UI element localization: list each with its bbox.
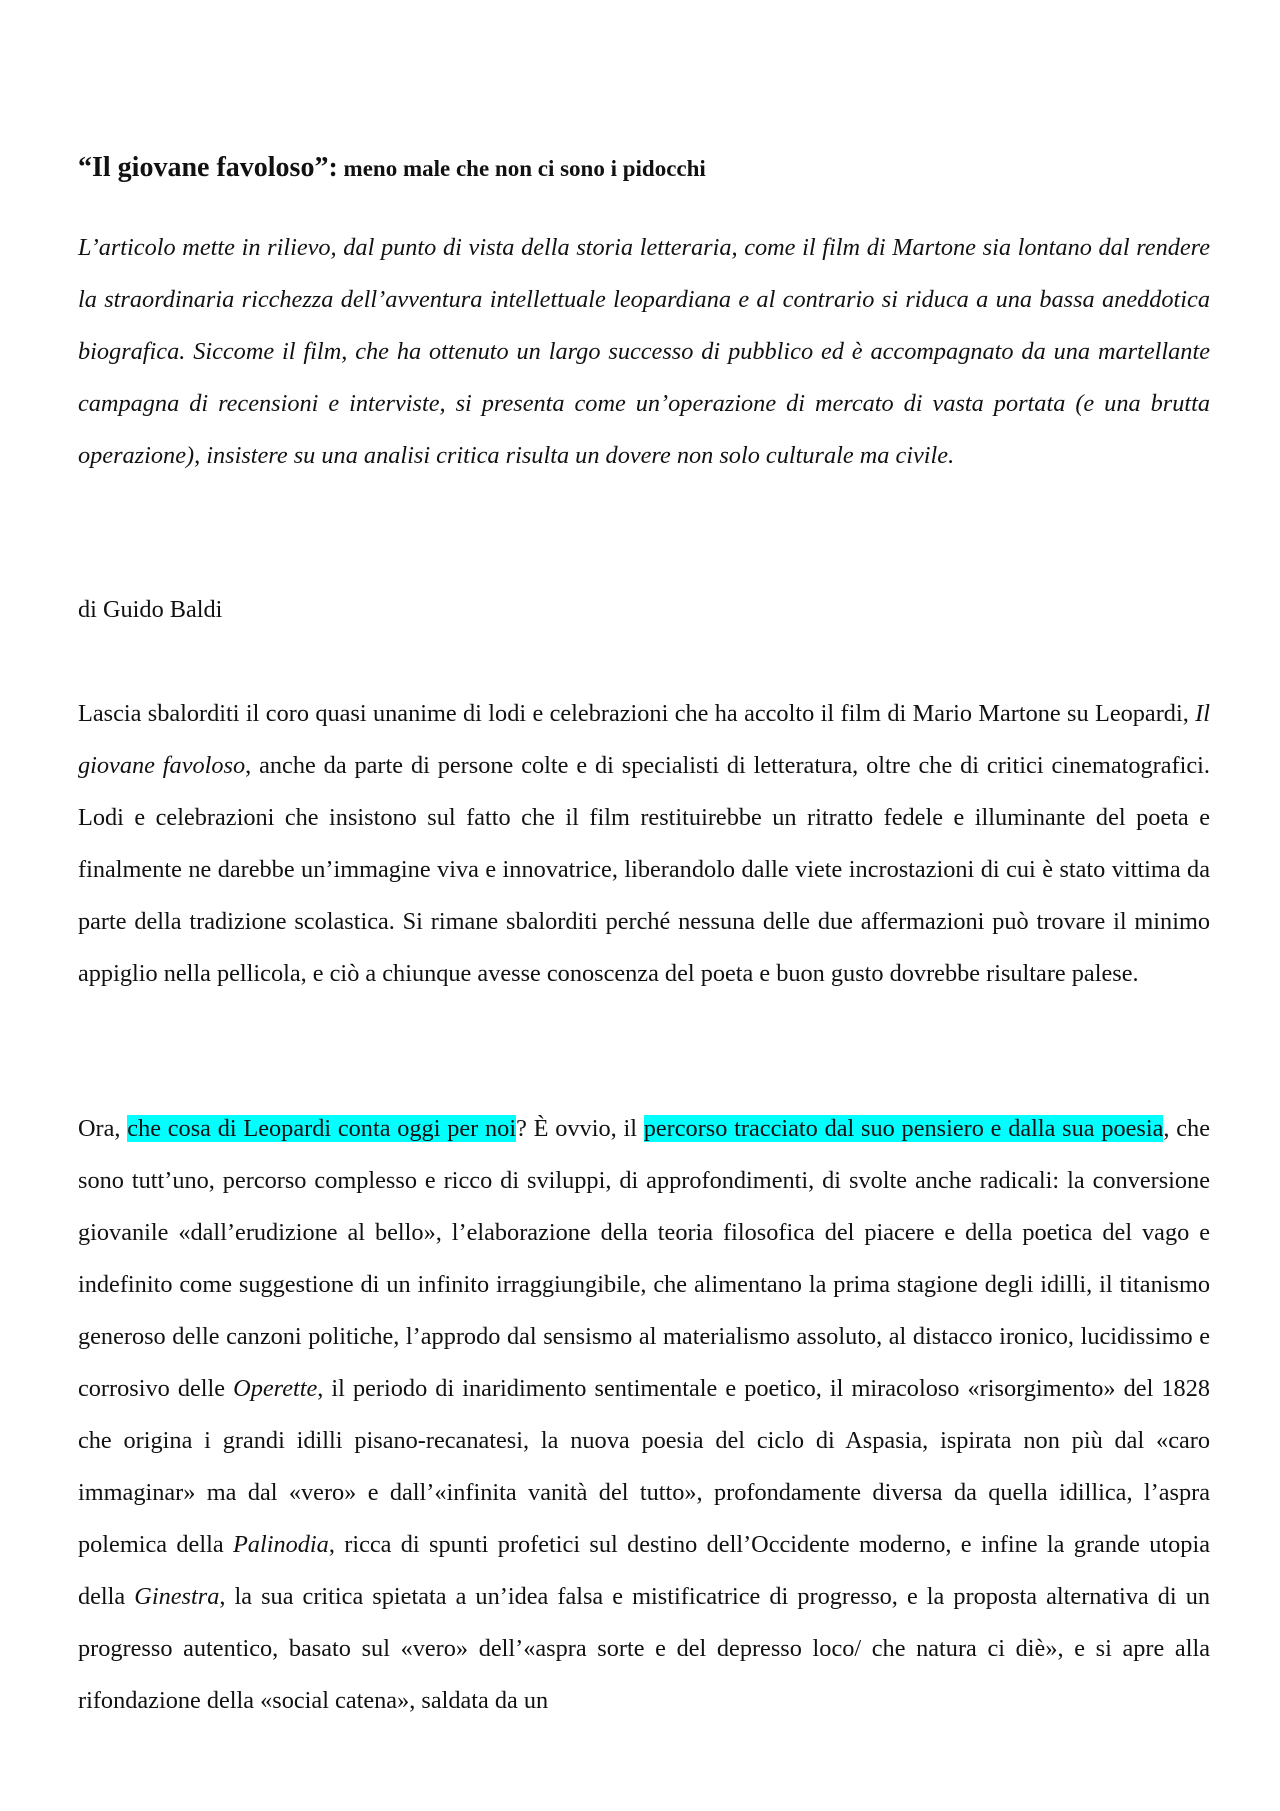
paragraph-text: , ricca di spunti profetici sul destino dell’Occidente moderno, e infine la grande utopia della [78, 1531, 1210, 1610]
paragraph-text: , anche da parte di persone colte e di specialisti di letteratura, oltre che di critici cinematografici. Lodi e celebrazioni che insistono sul fatto che il film restituirebbe un ritratto fedele e illuminante del poeta e finalmente ne darebbe un’immagine viva e innovatrice, liberandolo dalle viete incrostazioni di cui è stato vittima da parte della tradizione scolastica. Si rimane sbalorditi perché nessuna delle due affermazioni può trovare il minimo appiglio nella pellicola, e ciò a chiunque avesse conoscenza del poeta e buon gusto dovrebbe risultare palese. [78, 752, 1210, 987]
title-main: “Il giovane favoloso”: [78, 152, 338, 183]
body-paragraph-1 [78, 688, 1210, 1000]
paragraph-text: , il periodo di inaridimento sentimentale e poetico, il miracoloso «risorgimento» del 1828 che origina i grandi idilli pisano-recanatesi, la nuova poesia del ciclo di Aspasia, ispirata non più dal «caro immaginar» ma dal «vero» e dall’«infinita vanità del tutto», profondamente diversa da quella idillica, l’aspra polemica della [78, 1375, 1210, 1558]
work-title: Operette [233, 1375, 318, 1402]
paragraph-text: Ora, [78, 1115, 128, 1142]
highlighted-text: che cosa di Leopardi conta oggi per noi [127, 1115, 517, 1142]
title-subtitle: meno male che non ci sono i pidocchi [337, 156, 706, 181]
paragraph-text: , la sua critica spietata a un’idea falsa e mistificatrice di progresso, e la proposta alternativa di un progresso autentico, basato sul «vero» dell’«aspra sorte e del depresso loco/ che natura ci diè», e si apre alla rifondazione della «social catena», saldata da un [78, 1583, 1210, 1714]
work-title: Palinodia [232, 1531, 329, 1558]
highlighted-text: percorso tracciato dal suo pensiero e dalla sua poesia [643, 1115, 1164, 1142]
body-paragraph-2 [78, 1103, 1210, 1727]
paragraph-text: , che sono tutt’uno, percorso complesso e ricco di sviluppi, di approfondimenti, di svolte anche radicali: la conversione giovanile «dall’erudizione al bello», l’elaborazione della teoria filosofica del piacere e della poetica del vago e indefinito come suggestione di un infinito irraggiungibile, che alimentano la prima stagione degli idilli, il titanismo generoso delle canzoni politiche, l’approdo dal sensismo al materialismo assoluto, al distacco ironico, lucidissimo e corrosivo delle [78, 1115, 1210, 1402]
article-title [78, 152, 1208, 184]
film-title: Il giovane favoloso [78, 700, 1210, 779]
abstract-paragraph: L’articolo mette in rilievo, dal punto di vista della storia letteraria, come il film di Martone sia lontano dal rendere la straordinaria ricchezza dell’avventura intellettuale leopardiana e al contrario si riduca a una bassa aneddotica biografica. Siccome il film, che ha ottenuto un largo successo di pubblico ed è accompagnato da una martellante campagna di recensioni e interviste, si presenta come un’operazione di mercato di vasta portata (e una brutta operazione), insistere su una analisi critica risulta un dovere non solo culturale ma civile. [78, 234, 1210, 469]
work-title: Ginestra [134, 1583, 220, 1610]
paragraph-text: ? È ovvio, il [516, 1115, 644, 1142]
author-line: di Guido Baldi [78, 596, 223, 623]
paragraph-text: Lascia sbalorditi il coro quasi unanime di lodi e celebrazioni che ha accolto il film di Mario Martone su Leopardi, [78, 700, 1196, 727]
